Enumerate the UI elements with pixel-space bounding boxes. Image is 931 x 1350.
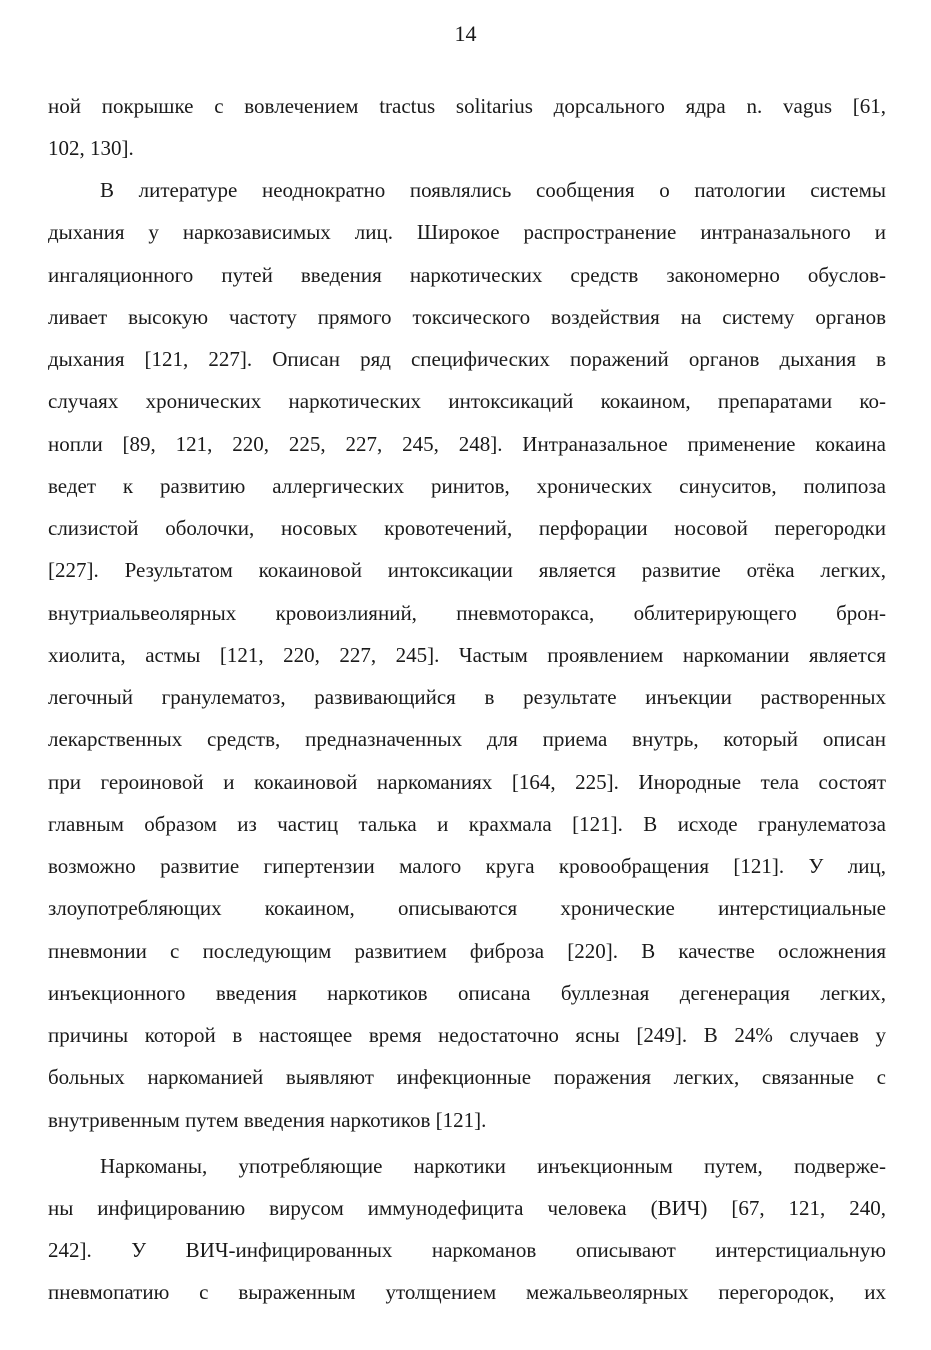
text-line: лекарственных средств, предназначенных для приема внутрь, который описан [48, 727, 886, 751]
text-line: внутривенным путем введения наркотиков [121]. [48, 1108, 487, 1132]
text-line: пневмонии с последующим развитием фиброза [220]. В качестве осложнения [48, 939, 886, 963]
text-line: злоупотребляющих кокаином, описываются хронические интерстициальные [48, 896, 886, 920]
text-line: при героиновой и кокаиновой наркоманиях [164, 225]. Инородные тела состоят [48, 770, 886, 794]
text-line: пневмопатию с выраженным утолщением межальвеолярных перегородок, их [48, 1280, 886, 1304]
text-line: слизистой оболочки, носовых кровотечений, перфорации носовой перегородки [48, 516, 886, 540]
text-line: ведет к развитию аллергических ринитов, хронических синуситов, полипоза [48, 474, 886, 498]
text-line: ной покрышке с вовлечением tractus solitarius дорсального ядра n. vagus [61, [48, 94, 886, 118]
text-line: ливает высокую частоту прямого токсического воздействия на систему органов [48, 305, 886, 329]
text-line: причины которой в настоящее время недостаточно ясны [249]. В 24% случаев у [48, 1023, 886, 1047]
text-line: дыхания у наркозависимых лиц. Широкое распространение интраназального и [48, 220, 886, 244]
text-line: инъекционного введения наркотиков описана буллезная дегенерация легких, [48, 981, 886, 1005]
text-line: хиолита, астмы [121, 220, 227, 245]. Частым проявлением наркомании является [48, 643, 886, 667]
text-line: больных наркоманией выявляют инфекционные поражения легких, связанные с [48, 1065, 886, 1089]
text-line: дыхания [121, 227]. Описан ряд специфических поражений органов дыхания в [48, 347, 886, 371]
text-line: В литературе неоднократно появлялись сообщения о патологии системы [100, 178, 886, 202]
text-line: главным образом из частиц талька и крахмала [121]. В исходе гранулематоза [48, 812, 886, 836]
text-line: легочный гранулематоз, развивающийся в результате инъекции растворенных [48, 685, 886, 709]
text-line: внутриальвеолярных кровоизлияний, пневмоторакса, облитерирующего брон- [48, 601, 886, 625]
text-line: ны инфицированию вирусом иммунодефицита человека (ВИЧ) [67, 121, 240, [48, 1196, 886, 1220]
text-line: ингаляционного путей введения наркотических средств закономерно обуслов- [48, 263, 886, 287]
text-line: 242]. У ВИЧ-инфицированных наркоманов описывают интерстициальную [48, 1238, 886, 1262]
text-line: Наркоманы, употребляющие наркотики инъекционным путем, подверже- [100, 1154, 886, 1178]
text-line: возможно развитие гипертензии малого круга кровообращения [121]. У лиц, [48, 854, 886, 878]
text-line: 102, 130]. [48, 136, 134, 160]
text-line: случаях хронических наркотических интоксикаций кокаином, препаратами ко- [48, 389, 886, 413]
text-line: нопли [89, 121, 220, 225, 227, 245, 248]. Интраназальное применение кокаина [48, 432, 886, 456]
text-line: [227]. Результатом кокаиновой интоксикации является развитие отёка легких, [48, 558, 886, 582]
page-number: 14 [454, 21, 477, 46]
